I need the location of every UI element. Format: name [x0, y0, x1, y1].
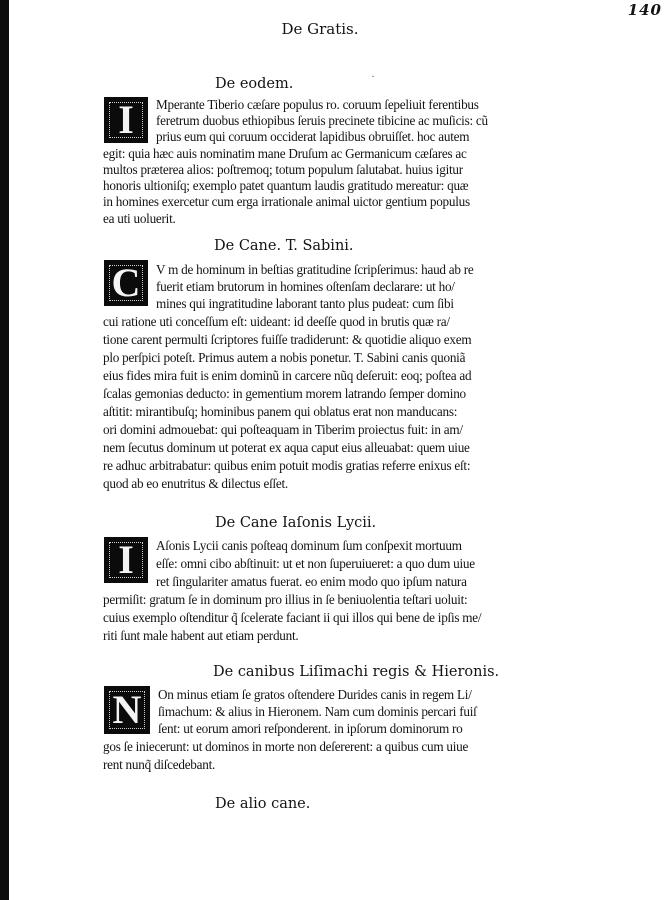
stray-mark: ˙	[370, 74, 376, 88]
text-line: aſtitit: mirantibuſq; hominibus panem qui oblatus erat non manducans:	[103, 404, 458, 419]
text-line: V m de hominum in beſtias gratitudine ſcripſerimus: haud ab re	[156, 262, 474, 277]
text-line: ſcalas gemonias deducto: in gementium morem latrando ſemper domino	[103, 386, 466, 401]
text-line: cuius exemplo oſtenditur q̃ ſcelerate faciant ii qui illos qui bene de ipſis me/	[103, 610, 482, 625]
text-line: Aſonis Lycii canis poſteaq dominum ſum conſpexit mortuum	[156, 538, 462, 553]
running-head: De Gratis.	[281, 20, 359, 38]
text-line: permiſit: gratum ſe in dominum pro illius in ſe beniuolentia teſtari uoluit:	[103, 592, 468, 607]
drop-cap	[104, 97, 148, 143]
text-line: prius eum qui coruum occiderat lapidibus obruiſſet. hoc autem	[156, 129, 470, 144]
section-heading: De Cane Iaſonis Lycii.	[215, 515, 377, 531]
text-line: plo perſpici poteſt. Primus autem a nobis ponetur. T. Sabini canis quoniã	[103, 350, 466, 365]
text-line: ret ſingulariter amatus fuerat. eo enim modo quo ipſum natura	[156, 574, 467, 589]
drop-cap	[104, 537, 148, 583]
drop-cap	[104, 686, 150, 734]
scan-edge	[0, 0, 9, 900]
drop-cap-letter: I	[118, 97, 134, 142]
drop-cap-letter: N	[112, 687, 142, 732]
text-line: in homines exercetur cum erga irrationale animal uictor gentium populus	[103, 194, 470, 209]
drop-cap	[104, 260, 148, 306]
text-line: quod ab eo enutritus & dilectus eſſet.	[103, 476, 288, 491]
text-line: ea uti uoluerit.	[103, 211, 176, 226]
drop-cap-letter: C	[111, 260, 141, 305]
section-heading: De alio cane.	[215, 796, 311, 812]
text-line: rent nunq̃ diſcedebant.	[103, 757, 216, 772]
section-heading: De Cane. T. Sabini.	[214, 238, 354, 254]
text-line: tione carent permulti ſcriptores fuiſſe tradiderunt: & quotidie aliquo exem	[103, 332, 472, 347]
text-line: egit: quia hæc auis nominatim mane Druſum ac Germanicum cæſares ac	[103, 146, 467, 161]
text-line: fuerit etiam brutorum in homines oſtenſam declarare: ut ho/	[156, 279, 455, 294]
drop-cap-letter: I	[118, 537, 134, 582]
section-heading: De eodem.	[215, 76, 294, 92]
section-heading: De canibus Liſimachi regis & Hieronis.	[213, 664, 500, 680]
text-line: On minus etiam ſe gratos oſtendere Durides canis in regem Li/	[158, 687, 472, 702]
text-line: honoris ultioniſq; exemplo patet quantum laudis gratitudo mereatur: quæ	[103, 178, 469, 193]
text-line: multos præterea alios: poſtremoq; totum populum ſalutabat. huius igitur	[103, 162, 463, 177]
text-line: ſent: ut eorum amori reſponderent. in ipſorum dominorum ro	[158, 721, 463, 736]
text-line: eius fides mira fuit is enim dominũ in carcere nũq deſeruit: eoq; poſtea ad	[103, 368, 472, 383]
text-line: gos ſe iniecerunt: ut dominos in morte non deſererent: a quibus cum uiue	[103, 739, 469, 754]
text-line: ori domini admouebat: qui poſteaquam in Tiberim proiectus fuit: in am/	[103, 422, 463, 437]
text-line: Mperante Tiberio cæſare populus ro. coruum ſepeliuit ferentibus	[156, 97, 479, 112]
text-line: riti ſunt male habent aut etiam perdunt.	[103, 628, 299, 643]
text-line: feretrum duobus ethiopibus ſeruis precinete tibicine ac muſicis: cũ	[156, 113, 488, 128]
folio-number: 140	[627, 1, 662, 19]
text-line: eſſe: omni cibo abſtinuit: ut et non ſuperuiueret: a quo dum uiue	[156, 556, 475, 571]
text-line: re adhuc arbitrabatur: quibus enim potuit modis gratias referre enixus eſt:	[103, 458, 471, 473]
text-line: mines qui ingratitudine laborant tanto plus pudeat: cum ſibi	[156, 296, 454, 311]
text-line: cui ratione uti conceſſum eſt: uideant: id deeſſe quod in brutis quæ ra/	[103, 314, 450, 329]
text-line: ſimachum: & alius in Hieronem. Nam cum dominis percari fuiſ	[158, 704, 477, 719]
text-line: nem ſecutus dominum ut poterat ex aqua caput eius alleuabat: quem uiue	[103, 440, 470, 455]
